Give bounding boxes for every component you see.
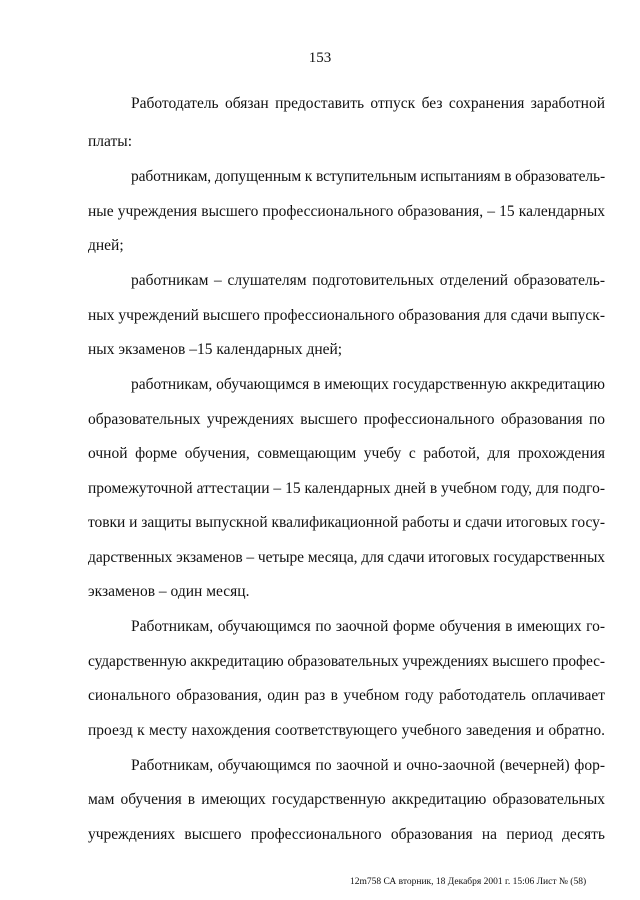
text-line: ных учреждений высшего профессионального образования для сдачи выпуск- xyxy=(88,307,605,324)
text-line: проезд к месту нахождения соответствующего учебного заведения и обратно. xyxy=(88,722,605,739)
text-line: очной форме обучения, совмещающим учебу с работой, для прохождения xyxy=(88,445,605,462)
page-number: 153 xyxy=(308,50,332,66)
text-line: сударственную аккредитацию образовательных учреждениях высшего профес- xyxy=(88,653,605,670)
text-line: ные учреждения высшего профессионального образования, – 15 календарных xyxy=(88,203,605,220)
text-line: работникам, допущенным к вступительным испытаниям в образователь- xyxy=(131,168,605,185)
text-line: дней; xyxy=(88,237,124,254)
text-line: промежуточной аттестации – 15 календарных дней в учебном году, для подго- xyxy=(88,480,605,497)
text-line: сионального образования, один раз в учебном году работодатель оплачивает xyxy=(88,687,605,704)
text-line: работникам, обучающимся в имеющих государственную аккредитацию xyxy=(131,376,605,393)
text-line: платы: xyxy=(88,133,133,150)
text-line: ных экзаменов –15 календарных дней; xyxy=(88,341,343,358)
text-line: товки и защиты выпускной квалификационной работы и сдачи итоговых госу- xyxy=(88,514,605,531)
text-line: Работникам, обучающимся по заочной форме обучения в имеющих го- xyxy=(131,618,605,635)
text-line: образовательных учреждениях высшего профессионального образования по xyxy=(88,411,605,428)
text-line: мам обучения в имеющих государственную аккредитацию образовательных xyxy=(88,791,605,808)
text-line: экзаменов – один месяц. xyxy=(88,583,250,600)
text-line: Работникам, обучающимся по заочной и очно-заочной (вечерней) фор- xyxy=(131,757,605,774)
text-line: Работодатель обязан предоставить отпуск без сохранения заработной xyxy=(131,95,605,112)
text-line: учреждениях высшего профессионального образования на период десять xyxy=(88,826,605,843)
text-line: дарственных экзаменов – четыре месяца, для сдачи итоговых государственных xyxy=(88,549,605,566)
document-footer: 12m758 СА вторник, 18 Декабря 2001 г. 15:06 Лист № (58) xyxy=(350,877,587,887)
text-line: работникам – слушателям подготовительных отделений образователь- xyxy=(131,272,605,289)
